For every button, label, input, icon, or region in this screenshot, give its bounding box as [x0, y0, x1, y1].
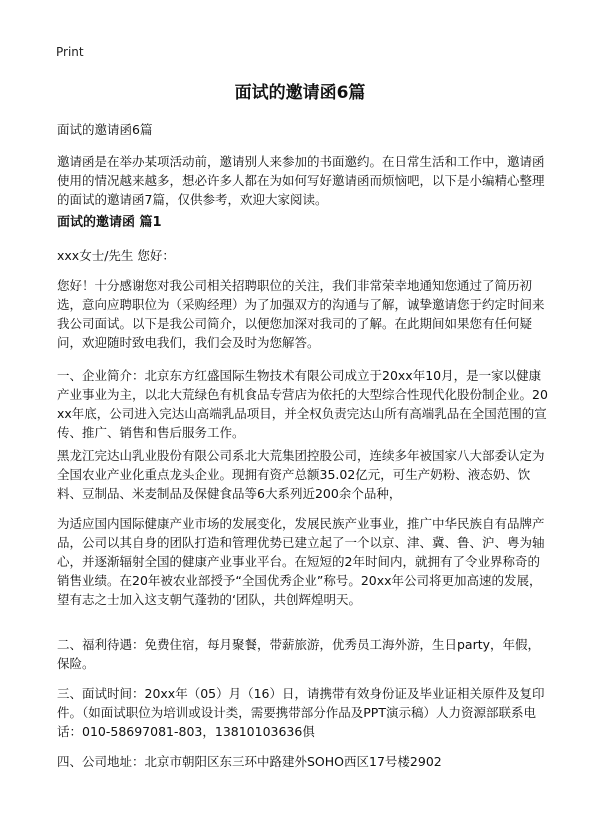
subtitle: 面试的邀请函6篇: [57, 122, 153, 137]
print-link[interactable]: Print: [56, 45, 84, 59]
paragraph-company-profile: 一、企业简介：北京东方红盛国际生物技术有限公司成立于20xx年10月，是一家以健康产业事业为主，以北大荒绿色有机食品专营店为依托的大型综合性现代化股份制企业。20xx年底，公司进入完达山高端乳品项目，并全权负责完达山所有高端乳品在全国范围的宣传、推广、销售和售后服务工作。: [57, 368, 548, 440]
paragraph-parent-company: 黑龙江完达山乳业股份有限公司系北大荒集团控股公司，连续多年被国家八大部委认定为全国农业产业化重点龙头企业。现拥有资产总额35.02亿元，可生产奶粉、液态奶、饮料、豆制品、米麦制品及保健食品等6大系列近200余个品种，: [57, 448, 545, 501]
intro-paragraph: 邀请函是在举办某项活动前，邀请别人来参加的书面邀约。在日常生活和工作中，邀请函使用的情况越来越多，想必许多人都在为如何写好邀请函而烦恼吧，以下是小编精心整理的面试的邀请函7篇，仅供参考，欢迎大家阅读。: [57, 154, 545, 207]
paragraph-address: 四、公司地址：北京市朝阳区东三环中路建外SOHO西区17号楼2902: [57, 754, 442, 769]
greeting: xxx女士/先生 您好：: [57, 248, 175, 263]
paragraph-interview-time: 三、面试时间：20xx年（05）月（16）日，请携带有效身份证及毕业证相关原件及复印件。（如面试职位为培训或设计类，需要携带部分作品及PPT演示稿）人力资源部联系电话：010-58697081-803，13810103636俱: [57, 686, 545, 739]
section-heading: 面试的邀请函 篇1: [57, 215, 162, 230]
paragraph-benefits: 二、福利待遇：免费住宿，每月聚餐，带薪旅游，优秀员工海外游，生日party，年假，保险。: [57, 637, 541, 671]
page-title: 面试的邀请函6篇: [234, 83, 366, 103]
paragraph-intro-letter: 您好！十分感谢您对我公司相关招聘职位的关注，我们非常荣幸地通知您通过了简历初选，意向应聘职位为（采购经理）为了加强双方的沟通与了解，诚挚邀请您于约定时间来我公司面试。以下是我公司简介，以便您加深对我司的了解。在此期间如果您有任何疑问，欢迎随时致电我们，我们会及时为您解答。: [57, 278, 545, 350]
paragraph-development: 为适应国内国际健康产业市场的发展变化，发展民族产业事业，推广中华民族自有品牌产品，公司以其自身的团队打造和管理优势已建立起了一个以京、津、冀、鲁、沪、粤为轴心，并逐渐辐射全国的健康产业事业平台。在短短的2年时间内，就拥有了令业界称奇的销售业绩。在20年被农业部授予“全国优秀企业”称号。20xx年公司将更加高速的发展，望有志之士加入这支朝气蓬勃的‘团队，共创辉煌明天。: [57, 516, 545, 607]
